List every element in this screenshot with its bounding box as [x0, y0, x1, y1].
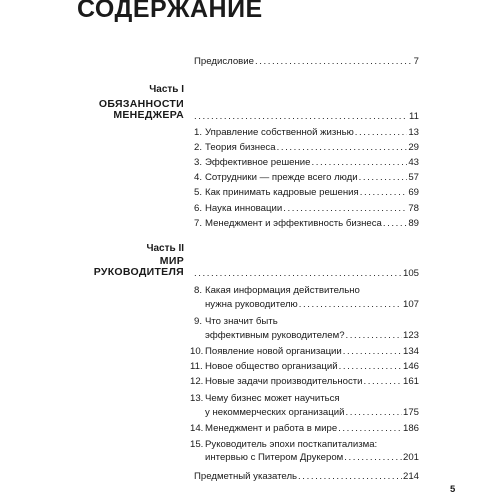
leader-dots	[338, 423, 402, 435]
entry-label: Предметный указатель	[194, 471, 298, 482]
leader-dots	[298, 471, 402, 483]
chapter-number: 3.	[194, 157, 203, 168]
chapter-number: 15.	[190, 439, 204, 450]
entry-page: 175	[402, 407, 419, 418]
entry-page: 89	[408, 218, 419, 229]
chapter-number: 7.	[194, 218, 203, 229]
toc-entry-chapter-9-line1	[194, 316, 278, 328]
entry-label: Новое общество организаций	[205, 361, 338, 372]
entry-label-line1: Чему бизнес может научиться	[205, 393, 340, 404]
entry-label: эффективным руководителем?	[205, 330, 345, 341]
entry-page: 214	[402, 471, 419, 482]
entry-label-line1: Руководитель эпохи посткапитализма:	[205, 439, 378, 450]
chapter-number: 6.	[194, 203, 203, 214]
entry-page: 107	[402, 299, 419, 310]
entry-page: 69	[408, 187, 419, 198]
toc-entry-chapter-7[interactable]	[194, 218, 419, 230]
entry-page: 7	[413, 56, 419, 67]
entry-label-line1: Что значит быть	[205, 316, 278, 327]
toc-entry-chapter-6[interactable]	[194, 203, 419, 215]
leader-dots	[355, 127, 408, 139]
leader-dots	[312, 157, 408, 169]
toc-entry-chapter-13-line1	[190, 393, 340, 405]
entry-label: Наука инновации	[205, 203, 283, 214]
toc-entry-chapter-8-line1	[194, 285, 360, 297]
page-title: СОДЕРЖАНИЕ	[77, 0, 263, 23]
chapter-number: 13.	[190, 393, 204, 404]
part-2-title-line2: РУКОВОДИТЕЛЯ	[93, 266, 184, 278]
toc-entry-chapter-13[interactable]	[194, 407, 419, 419]
toc-entry-preface[interactable]	[194, 56, 419, 68]
chapter-number: 8.	[194, 285, 203, 296]
entry-label: Появление новой организации	[205, 346, 342, 357]
leader-dots	[277, 142, 408, 154]
entry-label-line1: Какая информация действительно	[205, 285, 360, 296]
toc-entry-chapter-8[interactable]	[194, 299, 419, 311]
toc-entry-chapter-5[interactable]	[194, 187, 419, 199]
part-1-label: Часть I	[149, 84, 184, 95]
entry-label: Управление собственной жизнью	[205, 127, 354, 138]
entry-label: Сотрудники — прежде всего люди	[205, 172, 358, 183]
entry-page: 186	[402, 423, 419, 434]
part-1-title-line1: ОБЯЗАННОСТИ	[98, 98, 184, 110]
entry-label: Предисловие	[194, 56, 254, 67]
toc-entry-chapter-14[interactable]	[190, 423, 419, 435]
entry-label: Эффективное решение	[205, 157, 311, 168]
page-number: 5	[450, 484, 456, 495]
leader-dots	[346, 330, 402, 342]
entry-page: 201	[402, 452, 419, 463]
toc-entry-chapter-9[interactable]	[194, 330, 419, 342]
entry-page: 161	[402, 376, 419, 387]
toc-entry-chapter-4[interactable]	[194, 172, 419, 184]
entry-label: Менеджмент и эффективность бизнеса	[205, 218, 382, 229]
entry-page: 146	[402, 361, 419, 372]
leader-dots	[359, 172, 408, 184]
entry-page: 123	[402, 330, 419, 341]
toc-entry-index[interactable]	[194, 471, 419, 483]
leader-dots	[194, 111, 408, 123]
part-2-title-line1: МИР	[159, 255, 184, 267]
entry-page: 11	[409, 111, 419, 122]
toc-entry-part-1[interactable]	[194, 111, 419, 123]
leader-dots	[383, 218, 407, 230]
toc-entry-chapter-12[interactable]	[190, 376, 419, 388]
leader-dots	[343, 346, 402, 358]
chapter-number: 12.	[190, 376, 204, 387]
leader-dots	[344, 452, 402, 464]
part-2-label: Часть II	[146, 243, 184, 254]
entry-label: нужна руководителю	[205, 299, 298, 310]
entry-page: 78	[408, 203, 419, 214]
chapter-number: 5.	[194, 187, 203, 198]
entry-page: 105	[402, 268, 419, 279]
chapter-number: 4.	[194, 172, 203, 183]
toc-entry-chapter-1[interactable]	[194, 127, 419, 139]
toc-entry-part-2[interactable]	[194, 268, 419, 280]
entry-page: 13	[408, 127, 419, 138]
leader-dots	[299, 299, 402, 311]
toc-entry-chapter-15[interactable]	[194, 452, 419, 464]
leader-dots	[364, 376, 402, 388]
entry-page: 43	[408, 157, 419, 168]
entry-label: интервью с Питером Друкером	[205, 452, 344, 463]
entry-page: 134	[402, 346, 419, 357]
chapter-number: 2.	[194, 142, 203, 153]
entry-page: 29	[408, 142, 419, 153]
leader-dots	[283, 203, 407, 215]
entry-label: Новые задачи производительности	[205, 376, 363, 387]
entry-label: у некоммерческих организаций	[205, 407, 345, 418]
chapter-number: 14.	[190, 423, 204, 434]
leader-dots	[360, 187, 408, 199]
toc-entry-chapter-3[interactable]	[194, 157, 419, 169]
leader-dots	[345, 407, 402, 419]
toc-entry-chapter-2[interactable]	[194, 142, 419, 154]
part-1-title-line2: МЕНЕДЖЕРА	[113, 109, 184, 121]
leader-dots	[255, 56, 413, 68]
toc-entry-chapter-10[interactable]	[190, 346, 419, 358]
leader-dots	[339, 361, 402, 373]
entry-label: Как принимать кадровые решения	[205, 187, 359, 198]
chapter-number: 9.	[194, 316, 203, 327]
entry-label: Теория бизнеса	[205, 142, 276, 153]
chapter-number: 11.	[190, 361, 203, 372]
entry-label: Менеджмент и работа в мире	[205, 423, 338, 434]
toc-entry-chapter-15-line1	[190, 439, 377, 451]
chapter-number: 1.	[194, 127, 203, 138]
toc-entry-chapter-11[interactable]	[190, 361, 419, 373]
entry-page: 57	[408, 172, 419, 183]
chapter-number: 10.	[190, 346, 204, 357]
leader-dots	[194, 268, 402, 280]
